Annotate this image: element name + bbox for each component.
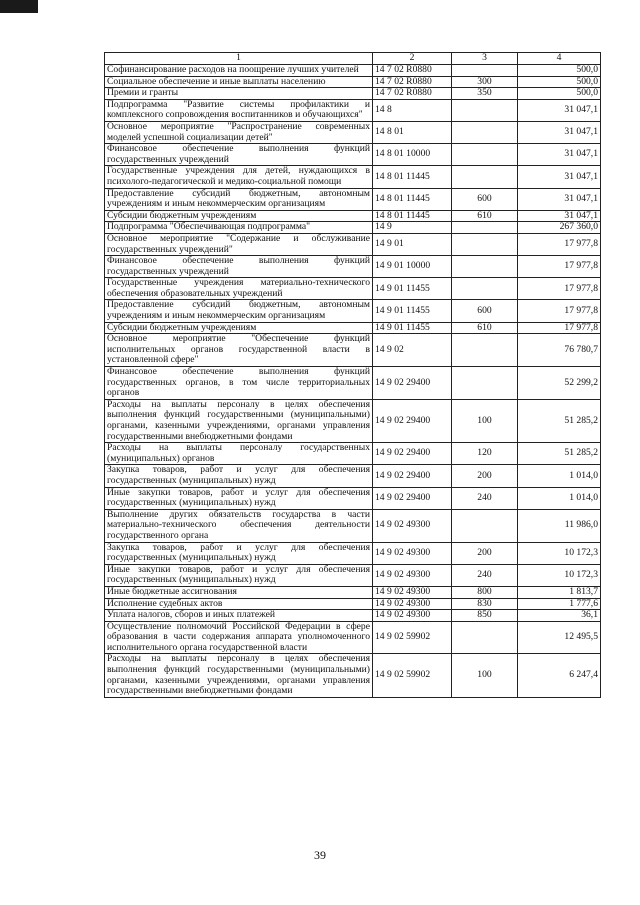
expense-name-cell: Подпрограмма "Развитие системы профилактики и комплексного сопровождения воспитанников и обучающихся": [105, 99, 373, 121]
target-article-cell: 14 9 02 59902: [373, 654, 452, 697]
table-row: [105, 564, 601, 586]
amount-cell: 6 247,4: [518, 654, 601, 697]
amount-cell: 51 285,2: [518, 443, 601, 465]
amount-cell: 500,0: [518, 76, 601, 88]
target-article-cell: 14 9 01 11455: [373, 278, 452, 300]
table-row: [105, 509, 601, 542]
expense-name-cell: Выполнение других обязательств государства в части материально-технического обеспечения деятельности государственного органа: [105, 509, 373, 542]
expense-type-cell: [452, 621, 518, 654]
table-row: [105, 654, 601, 697]
amount-cell: 31 047,1: [518, 210, 601, 222]
expense-name-cell: Исполнение судебных актов: [105, 598, 373, 610]
amount-cell: 1 014,0: [518, 465, 601, 487]
amount-cell: 500,0: [518, 88, 601, 100]
expense-name-cell: Субсидии бюджетным учреждениям: [105, 210, 373, 222]
expense-name-cell: Основное мероприятие "Содержание и обслуживание государственных учреждений": [105, 233, 373, 255]
target-article-cell: 14 7 02 R0880: [373, 65, 452, 77]
expense-type-cell: 850: [452, 610, 518, 622]
amount-cell: 17 977,8: [518, 322, 601, 334]
table-row: [105, 300, 601, 322]
expense-name-cell: Подпрограмма "Обеспечивающая подпрограмма": [105, 222, 373, 234]
target-article-cell: 14 9 02 49300: [373, 586, 452, 598]
expense-type-cell: [452, 278, 518, 300]
expense-type-cell: [452, 334, 518, 367]
amount-cell: 12 495,5: [518, 621, 601, 654]
expense-name-cell: Софинансирование расходов на поощрение лучших учителей: [105, 65, 373, 77]
target-article-cell: 14 9 01 11455: [373, 300, 452, 322]
amount-cell: 31 047,1: [518, 144, 601, 166]
expense-name-cell: Основное мероприятие "Обеспечение функций исполнительных органов государственной власти в установленной сфере": [105, 334, 373, 367]
column-number: 4: [518, 53, 601, 65]
table-row: [105, 88, 601, 100]
table-row: [105, 621, 601, 654]
table-row: [105, 586, 601, 598]
target-article-cell: 14 9 02 29400: [373, 399, 452, 442]
expense-name-cell: Премии и гранты: [105, 88, 373, 100]
expense-type-cell: [452, 256, 518, 278]
amount-cell: 31 047,1: [518, 166, 601, 188]
expense-name-cell: Субсидии бюджетным учреждениям: [105, 322, 373, 334]
amount-cell: 500,0: [518, 65, 601, 77]
target-article-cell: 14 8 01: [373, 121, 452, 143]
expense-name-cell: Государственные учреждения для детей, нуждающихся в психолого-педагогической и медико-социальной помощи: [105, 166, 373, 188]
table-row: [105, 367, 601, 400]
amount-cell: 31 047,1: [518, 121, 601, 143]
expense-type-cell: 600: [452, 300, 518, 322]
expense-type-cell: 100: [452, 399, 518, 442]
target-article-cell: 14 8 01 11445: [373, 210, 452, 222]
expense-type-cell: [452, 144, 518, 166]
table-row: [105, 443, 601, 465]
table-row: [105, 542, 601, 564]
table-row: [105, 65, 601, 77]
table-row: [105, 334, 601, 367]
target-article-cell: 14 8: [373, 99, 452, 121]
column-number: 2: [373, 53, 452, 65]
table-row: [105, 121, 601, 143]
table-row: [105, 166, 601, 188]
expense-type-cell: 240: [452, 564, 518, 586]
expense-type-cell: [452, 121, 518, 143]
expense-name-cell: Финансовое обеспечение выполнения функций государственных учреждений: [105, 144, 373, 166]
amount-cell: 11 986,0: [518, 509, 601, 542]
target-article-cell: 14 9 01 10000: [373, 256, 452, 278]
amount-cell: 1 014,0: [518, 487, 601, 509]
expense-name-cell: Основное мероприятие "Распространение современных моделей успешной социализации детей": [105, 121, 373, 143]
amount-cell: 31 047,1: [518, 188, 601, 210]
expense-type-cell: 600: [452, 188, 518, 210]
scan-corner-mark: [0, 0, 38, 13]
table-row: [105, 598, 601, 610]
target-article-cell: 14 9 02 49300: [373, 610, 452, 622]
expense-name-cell: Уплата налогов, сборов и иных платежей: [105, 610, 373, 622]
amount-cell: 51 285,2: [518, 399, 601, 442]
table-row: [105, 233, 601, 255]
target-article-cell: 14 9 02 29400: [373, 443, 452, 465]
amount-cell: 31 047,1: [518, 99, 601, 121]
target-article-cell: 14 9 02 49300: [373, 542, 452, 564]
table-row: [105, 210, 601, 222]
amount-cell: 17 977,8: [518, 300, 601, 322]
expense-name-cell: Осуществление полномочий Российской Федерации в сфере образования в части содержания аппарата уполномоченного исполнительного органа государственной власти: [105, 621, 373, 654]
expense-name-cell: Иные бюджетные ассигнования: [105, 586, 373, 598]
table-row: [105, 465, 601, 487]
expense-type-cell: 200: [452, 465, 518, 487]
amount-cell: 36,1: [518, 610, 601, 622]
expense-type-cell: [452, 166, 518, 188]
column-number-row: [105, 53, 601, 65]
expense-name-cell: Расходы на выплаты персоналу государственных (муниципальных) органов: [105, 443, 373, 465]
column-number: 1: [105, 53, 373, 65]
expense-type-cell: 100: [452, 654, 518, 697]
page-number: 39: [314, 848, 326, 862]
amount-cell: 17 977,8: [518, 256, 601, 278]
expense-type-cell: [452, 222, 518, 234]
expense-type-cell: [452, 233, 518, 255]
amount-cell: 17 977,8: [518, 233, 601, 255]
table-row: [105, 188, 601, 210]
target-article-cell: 14 9 02 49300: [373, 509, 452, 542]
target-article-cell: 14 9 02 29400: [373, 465, 452, 487]
amount-cell: 1 813,7: [518, 586, 601, 598]
table-row: [105, 144, 601, 166]
target-article-cell: 14 8 01 10000: [373, 144, 452, 166]
table-row: [105, 487, 601, 509]
table-row: [105, 256, 601, 278]
amount-cell: 10 172,3: [518, 542, 601, 564]
table-row: [105, 322, 601, 334]
table-row: [105, 610, 601, 622]
table-row: [105, 278, 601, 300]
target-article-cell: 14 9 02 29400: [373, 367, 452, 400]
expense-type-cell: [452, 99, 518, 121]
expense-name-cell: Социальное обеспечение и иные выплаты населению: [105, 76, 373, 88]
expense-type-cell: 610: [452, 322, 518, 334]
expense-type-cell: 240: [452, 487, 518, 509]
expense-type-cell: 830: [452, 598, 518, 610]
expense-name-cell: Закупка товаров, работ и услуг для обеспечения государственных (муниципальных) нужд: [105, 542, 373, 564]
target-article-cell: 14 9 02 49300: [373, 564, 452, 586]
expense-type-cell: [452, 65, 518, 77]
target-article-cell: 14 9: [373, 222, 452, 234]
expense-name-cell: Предоставление субсидий бюджетным, автономным учреждениям и иным некоммерческим организациям: [105, 188, 373, 210]
column-number: 3: [452, 53, 518, 65]
target-article-cell: 14 9 02 59902: [373, 621, 452, 654]
amount-cell: 10 172,3: [518, 564, 601, 586]
expense-name-cell: Расходы на выплаты персоналу в целях обеспечения выполнения функций государственными (муниципальными) органами, казенными учреждениями, органами управления государственными внебюджетными фондами: [105, 399, 373, 442]
expense-name-cell: Иные закупки товаров, работ и услуг для обеспечения государственных (муниципальных) нужд: [105, 564, 373, 586]
expense-type-cell: 200: [452, 542, 518, 564]
expense-type-cell: 800: [452, 586, 518, 598]
amount-cell: 1 777,6: [518, 598, 601, 610]
target-article-cell: 14 9 02 49300: [373, 598, 452, 610]
target-article-cell: 14 7 02 R0880: [373, 76, 452, 88]
expense-type-cell: [452, 509, 518, 542]
target-article-cell: 14 8 01 11445: [373, 188, 452, 210]
amount-cell: 17 977,8: [518, 278, 601, 300]
table-row: [105, 399, 601, 442]
table-body: [105, 65, 601, 698]
target-article-cell: 14 9 02 29400: [373, 487, 452, 509]
target-article-cell: 14 8 01 11445: [373, 166, 452, 188]
expense-name-cell: Предоставление субсидий бюджетным, автономным учреждениям и иным некоммерческим организациям: [105, 300, 373, 322]
amount-cell: 52 299,2: [518, 367, 601, 400]
expense-name-cell: Государственные учреждения материально-технического обеспечения образовательных учреждений: [105, 278, 373, 300]
target-article-cell: 14 9 01 11455: [373, 322, 452, 334]
target-article-cell: 14 9 01: [373, 233, 452, 255]
target-article-cell: 14 9 02: [373, 334, 452, 367]
expense-name-cell: Расходы на выплаты персоналу в целях обеспечения выполнения функций государственными (муниципальными) органами, казенными учреждениями, органами управления государственными внебюджетными фондами: [105, 654, 373, 697]
expense-name-cell: Финансовое обеспечение выполнения функций государственных органов, в том числе территориальных органов: [105, 367, 373, 400]
target-article-cell: 14 7 02 R0880: [373, 88, 452, 100]
table-row: [105, 76, 601, 88]
table-row: [105, 222, 601, 234]
amount-cell: 267 360,0: [518, 222, 601, 234]
budget-table: [104, 52, 601, 698]
expense-name-cell: Финансовое обеспечение выполнения функций государственных учреждений: [105, 256, 373, 278]
expense-name-cell: Закупка товаров, работ и услуг для обеспечения государственных (муниципальных) нужд: [105, 465, 373, 487]
expense-type-cell: [452, 367, 518, 400]
table-row: [105, 99, 601, 121]
expense-type-cell: 350: [452, 88, 518, 100]
expense-type-cell: 300: [452, 76, 518, 88]
expense-name-cell: Иные закупки товаров, работ и услуг для обеспечения государственных (муниципальных) нужд: [105, 487, 373, 509]
expense-type-cell: 120: [452, 443, 518, 465]
expense-type-cell: 610: [452, 210, 518, 222]
amount-cell: 76 780,7: [518, 334, 601, 367]
